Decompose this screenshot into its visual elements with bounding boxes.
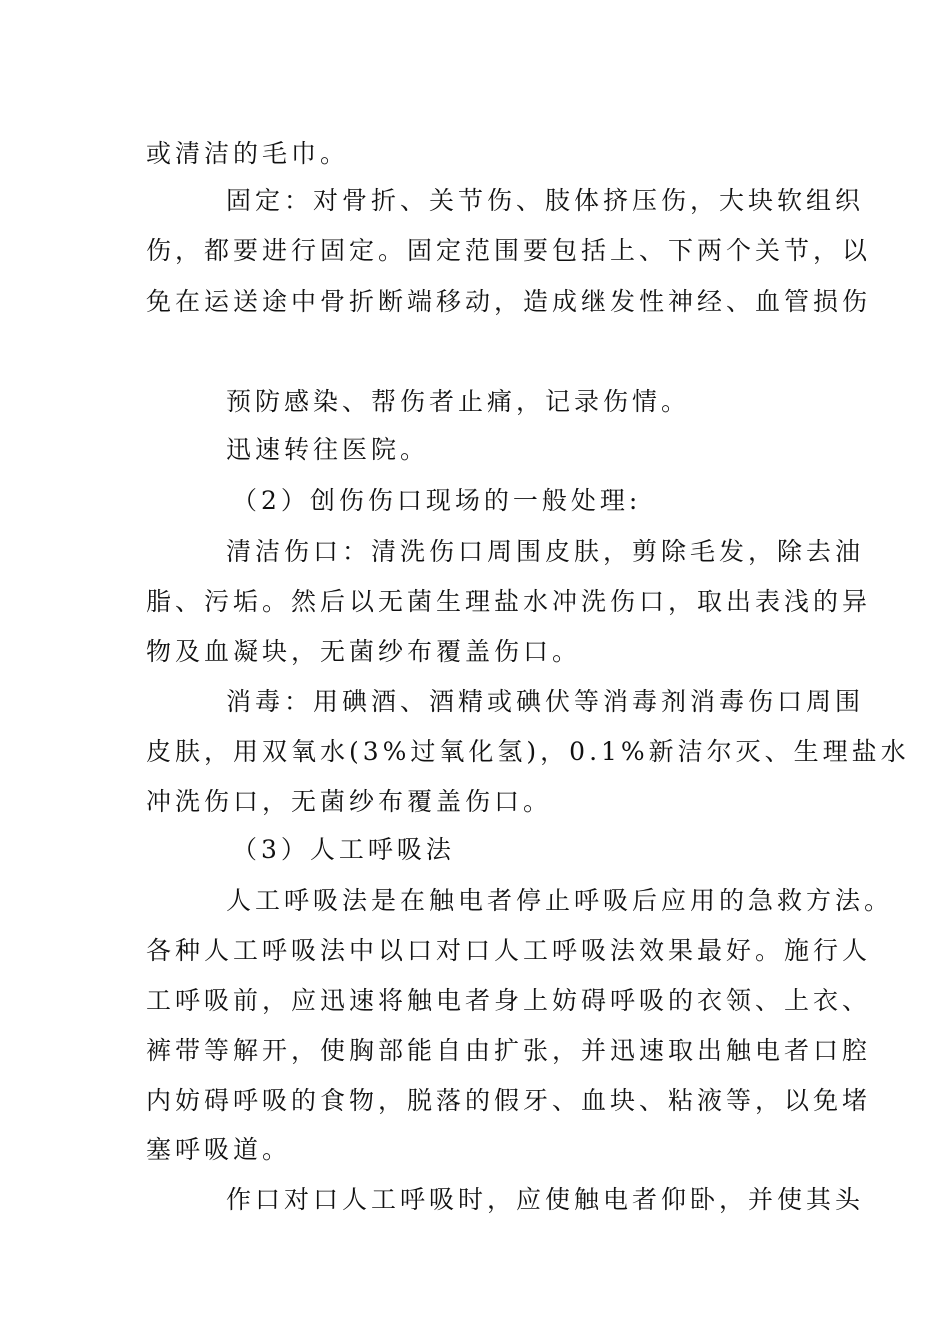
paragraph-disinfection-start: 消毒：用碘酒、酒精或碘伏等消毒剂消毒伤口周围 <box>226 687 865 716</box>
paragraph-mouth-to-mouth-start: 作口对口人工呼吸时，应使触电者仰卧，并使其头 <box>226 1185 865 1214</box>
text-line: 伤，都要进行固定。固定范围要包括上、下两个关节，以 <box>146 236 872 265</box>
paragraph-clean-wound-start: 清洁伤口：清洗伤口周围皮肤，剪除毛发，除去油 <box>226 537 865 566</box>
section-heading-3: （3）人工呼吸法 <box>232 835 455 864</box>
text-line: 物及血凝块，无菌纱布覆盖伤口。 <box>146 637 582 666</box>
paragraph-fixation-start: 固定：对骨折、关节伤、肢体挤压伤，大块软组织 <box>226 186 865 215</box>
text-line: 各种人工呼吸法中以口对口人工呼吸法效果最好。施行人 <box>146 936 872 965</box>
text-line: 或清洁的毛巾。 <box>146 139 350 168</box>
paragraph-transfer-hospital: 迅速转往医院。 <box>226 435 430 464</box>
text-line: 皮肤，用双氧水(3%过氧化氢)，0.1%新洁尔灭、生理盐水 <box>146 737 910 766</box>
text-line: 脂、污垢。然后以无菌生理盐水冲洗伤口，取出表浅的异 <box>146 587 872 616</box>
text-line: 冲洗伤口，无菌纱布覆盖伤口。 <box>146 787 553 816</box>
text-line: 裤带等解开，使胸部能自由扩张，并迅速取出触电者口腔 <box>146 1036 872 1065</box>
text-line: 免在运送途中骨折断端移动，造成继发性神经、血管损伤 <box>146 287 872 316</box>
text-line: 塞呼吸道。 <box>146 1135 292 1164</box>
paragraph-artificial-respiration-start: 人工呼吸法是在触电者停止呼吸后应用的急救方法。 <box>226 886 894 915</box>
section-heading-2: （2）创伤伤口现场的一般处理: <box>232 486 642 515</box>
text-line: 工呼吸前，应迅速将触电者身上妨碍呼吸的衣领、上衣、 <box>146 986 872 1015</box>
text-line: 内妨碍呼吸的食物，脱落的假牙、血块、粘液等，以免堵 <box>146 1086 872 1115</box>
paragraph-infection-prevention: 预防感染、帮伤者止痛，记录伤情。 <box>226 387 691 416</box>
